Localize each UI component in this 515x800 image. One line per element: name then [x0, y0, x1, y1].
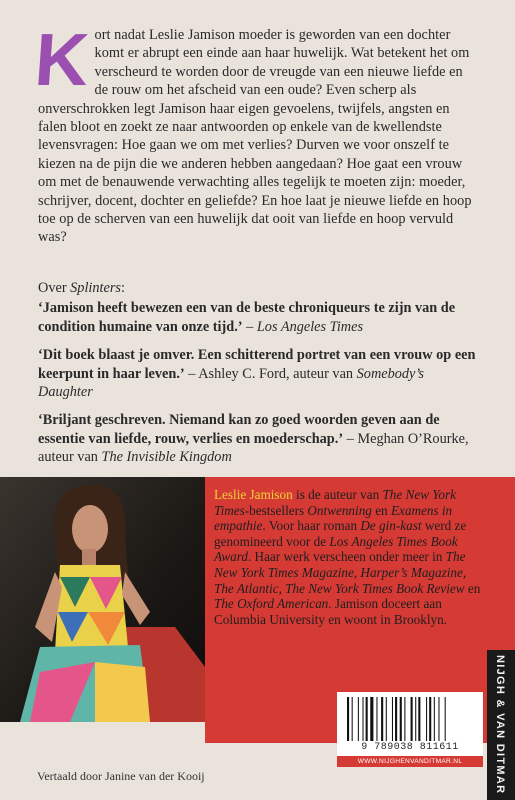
bio-text: en	[371, 502, 391, 518]
publisher-website: WWW.NIJGHENVANDITMAR.NL	[337, 756, 483, 767]
bio-text: werd ze genomineerd voor de	[214, 518, 467, 549]
barcode-bar	[429, 697, 431, 741]
barcode-bar	[445, 697, 446, 741]
review-separator: –	[242, 318, 257, 335]
bio-text: is de auteur van	[292, 487, 383, 502]
barcode-bar	[395, 697, 397, 741]
bio-text: -bestsellers	[244, 502, 308, 518]
review-work: Somebody’s Daughter	[38, 365, 424, 401]
barcode-bar	[363, 697, 364, 741]
bio-title: The New York Times Magazine, Harper’s Magazine, The Atlantic, The New York Times Book Review	[214, 549, 467, 596]
barcode-bar	[434, 697, 435, 741]
bio-title: Ontwenning	[307, 502, 372, 518]
bio-text: . Voor haar roman	[262, 518, 361, 534]
barcode-bar	[381, 697, 383, 741]
review-separator: –	[343, 430, 358, 447]
bio-text: en	[464, 580, 481, 596]
review-separator: –	[184, 365, 199, 382]
barcode-bar	[404, 697, 405, 741]
bio-text: . Haar werk verscheen onder meer in	[247, 549, 446, 565]
blurb-text	[32, 18, 478, 247]
barcode-bar	[352, 697, 353, 741]
review-quote	[38, 346, 478, 401]
barcode-bar	[358, 697, 359, 741]
barcode-bar	[438, 697, 439, 741]
bio-title: Los Angeles Times Book Award	[214, 533, 458, 565]
barcode-bar	[366, 697, 368, 741]
barcode-bar	[392, 697, 393, 741]
bio-title: De gin-kast	[360, 518, 422, 534]
barcode-bar	[426, 697, 427, 741]
review-quote	[38, 299, 478, 336]
barcode-bar	[418, 697, 420, 741]
review-author: Meghan O’Rourke, auteur van	[38, 430, 469, 466]
review-quote-text: ‘Jamison heeft bewezen een van de beste chroniqueurs te zijn van de condition humaine van onze tijd.’	[38, 300, 456, 335]
bio-title: Examens in empathie	[214, 502, 453, 534]
review-work: The Invisible Kingdom	[101, 449, 232, 466]
drop-cap: K	[32, 18, 92, 101]
isbn-number: 9 789038 811611	[361, 742, 459, 753]
barcode-bar	[400, 697, 402, 741]
review-source: Los Angeles Times	[256, 318, 364, 335]
author-photo	[0, 477, 205, 722]
review-author: Ashley C. Ford, auteur van	[198, 365, 357, 382]
barcode-bar	[370, 697, 373, 741]
author-bio	[214, 487, 482, 627]
barcode-bar	[347, 697, 349, 741]
translator-credit: Vertaald door Janine van der Kooij	[37, 769, 205, 783]
barcode-bar	[386, 697, 387, 741]
bio-text: . Jamison doceert aan Columbia University en woont in Brooklyn.	[214, 596, 447, 627]
reviews-intro-prefix: Over	[38, 280, 71, 296]
reviews-intro-title: Splinters	[70, 280, 121, 296]
bio-title: The Oxford American	[214, 596, 329, 612]
barcode-bar	[376, 697, 377, 741]
barcode-icon	[347, 697, 477, 741]
reviews-section	[38, 279, 478, 477]
barcode-bar	[415, 697, 416, 741]
blurb-body: ort nadat Leslie Jamison moeder is geworden van een dochter komt er abrupt een einde aan haar huwelijk. Wat betekent het om verscheurd te worden door de vreugde van een nieuwe liefde en de rouw om het afscheid van een oude? Even scherp als onverschrokken legt Jamison haar eigen gevoelens, twijfels, angsten en falen bloot en zoekt ze naar antwoorden op enkele van de kwellendste levensvragen: Hoe gaan we om met verlies? Durven we voor onszelf te kiezen na de pijn die we anderen hebben aangedaan? Hoe gaat een vrouw om met de benauwende verwachting alles tegelijk te moeten zijn: moeder, schrijver, docent, dochter en geliefde? En hoe laat je nieuwe liefde en hoop toe op de scherven van een huwelijk dat ooit van liefde en hoop vervuld was?	[38, 27, 472, 246]
barcode-bar	[411, 697, 413, 741]
review-quote	[38, 411, 478, 466]
reviews-intro	[38, 279, 478, 297]
review-quote-text: ‘Dit boek blaast je omver. Een schitterend portret van een vrouw op een keerpunt in haar leven.’	[38, 347, 476, 382]
author-name: Leslie Jamison	[214, 487, 293, 502]
author-photo-illustration	[0, 477, 205, 722]
review-quote-text: ‘Briljant geschreven. Niemand kan zo goed woorden geven aan de essentie van liefde, rouw, verlies en moederschap.’	[38, 412, 440, 447]
barcode-label	[337, 692, 483, 767]
reviews-intro-suffix: :	[121, 280, 125, 296]
bio-title: The New York Times	[214, 487, 456, 518]
publisher-spine-label: NIJGH & VAN DITMAR	[494, 655, 506, 795]
